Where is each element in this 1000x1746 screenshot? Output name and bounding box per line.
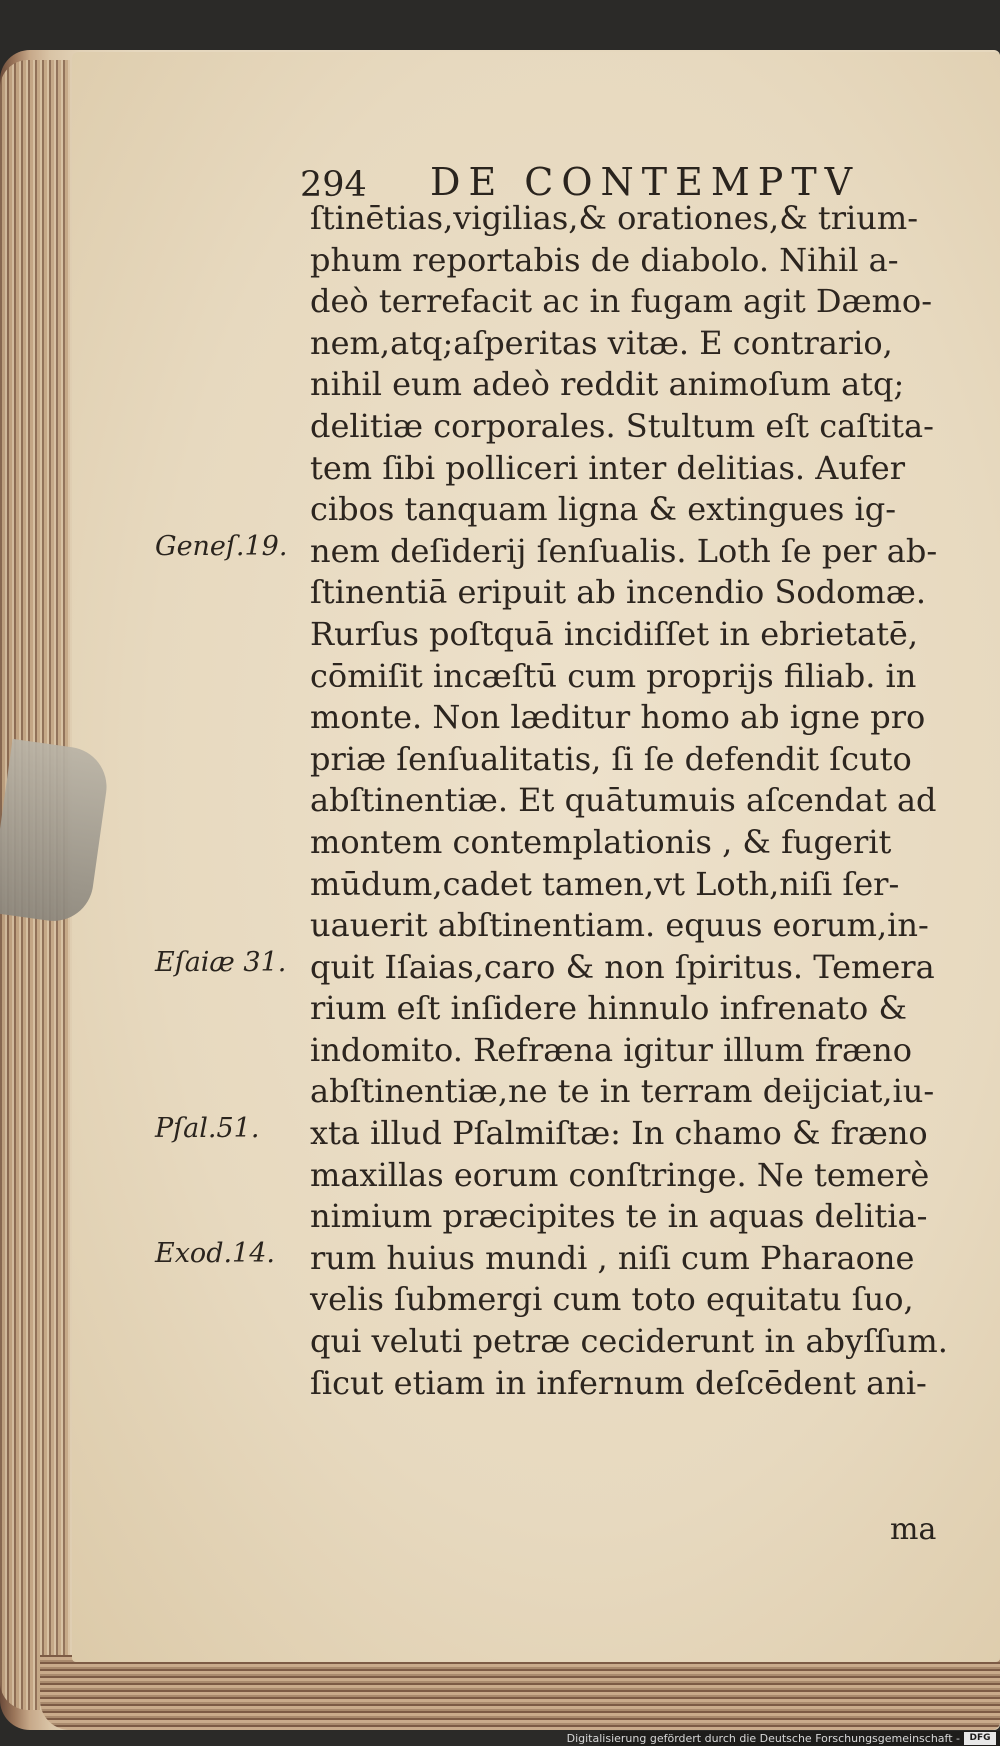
text-line: nihil eum adeò reddit animoſum atq;: [310, 365, 905, 404]
text-line: cōmiſit incæſtū cum proprijs filiab. in: [310, 656, 917, 695]
text-line: montem contemplationis , & fugerit: [310, 822, 892, 861]
footer-credit: Digitalisierung gefördert durch die Deutsche Forschungsgemeinschaft -: [566, 1732, 960, 1745]
text-line: ſicut etiam in infernum deſcēdent ani-: [310, 1363, 927, 1402]
dfg-logo: DFG: [964, 1732, 996, 1745]
text-line: qui veluti petræ ceciderunt in abyſſum.: [310, 1322, 948, 1361]
text-line: ſtinentiā eripuit ab incendio Sodomæ.: [310, 573, 926, 612]
running-head: DE CONTEMPTV: [430, 160, 861, 204]
text-line: abſtinentiæ. Et quātumuis aſcendat ad: [310, 781, 937, 820]
text-line: mūdum,cadet tamen,vt Loth,niſi ſer-: [310, 864, 900, 903]
text-line: ſtinētias,vigilias,& orationes,& trium-: [310, 199, 919, 237]
text-line: delitiæ corporales. Stultum eſt caſtita-: [310, 406, 934, 445]
page-number: 294: [300, 165, 367, 205]
text-line: cibos tanquam ligna & extingues ig-: [310, 490, 897, 529]
text-line: quit Iſaias,caro & non ſpiritus. Temera: [310, 947, 935, 986]
page-edges-bottom: [40, 1655, 1000, 1730]
text-line: rum huius mundi , niſi cum Pharaone: [310, 1238, 915, 1277]
text-line: nem deſiderij ſenſualis. Loth ſe per ab-: [310, 531, 938, 570]
text-line: rium eſt inſidere hinnulo infrenato &: [310, 989, 907, 1028]
text-line: velis ſubmergi cum toto equitatu ſuo,: [310, 1280, 914, 1319]
text-line: monte. Non læditur homo ab igne pro: [310, 698, 926, 737]
catchword: ma: [890, 1512, 937, 1547]
text-line: abſtinentiæ,ne te in terram deijciat,iu-: [310, 1072, 935, 1111]
margin-note: Pſal.51.: [155, 1113, 260, 1145]
text-line: tem ſibi polliceri inter delitias. Aufer: [310, 448, 906, 487]
text-line: uauerit abſtinentiam. equus eorum,in-: [310, 906, 929, 945]
text-line: phum reportabis de diabolo. Nihil a-: [310, 240, 899, 279]
text-line: nimium præcipites te in aquas delitia-: [310, 1197, 928, 1236]
margin-note: Eſaiæ 31.: [155, 946, 287, 978]
text-line: deò terrefacit ac in fugam agit Dæmo-: [310, 282, 932, 321]
margin-note: Exod.14.: [155, 1238, 275, 1269]
footer-bar: [566, 1731, 1000, 1746]
text-line: Rurſus poſtquā incidiſſet in ebrietatē,: [310, 614, 919, 653]
text-line: xta illud Pſalmiſtæ: In chamo & fræno: [310, 1114, 928, 1153]
margin-note: Geneſ.19.: [155, 530, 288, 562]
body-text: [310, 198, 960, 1404]
text-line: nem,atq;aſperitas vitæ. E contrario,: [310, 323, 893, 362]
text-line: indomito. Refræna igitur illum fræno: [310, 1030, 912, 1069]
text-line: maxillas eorum conſtringe. Ne temerè: [310, 1155, 930, 1194]
text-line: priæ ſenſualitatis, ſi ſe defendit ſcuto: [310, 739, 912, 778]
